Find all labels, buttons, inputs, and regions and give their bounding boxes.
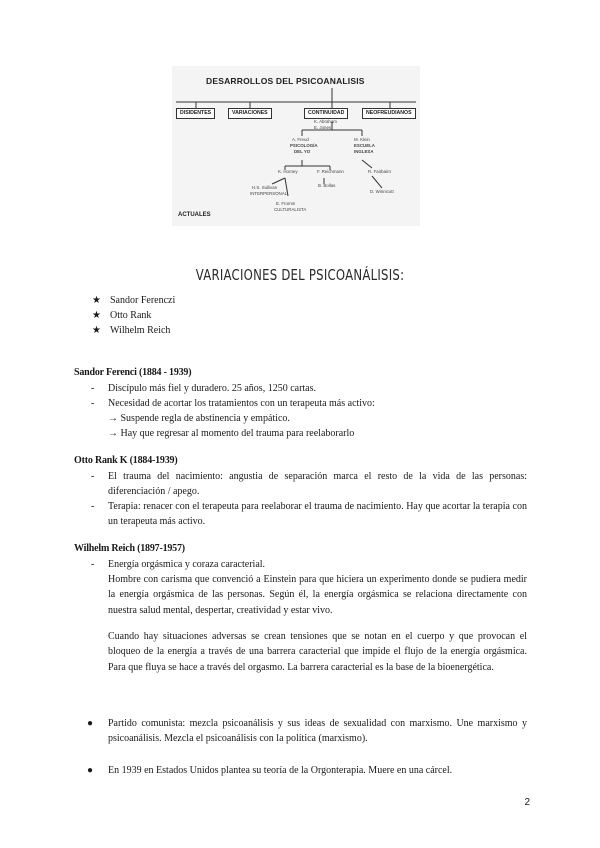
node-escuela: ESCUELA <box>354 143 375 148</box>
node-fromm: E. Fromm <box>276 201 296 206</box>
node-psicologia: PSICOLOGÍA <box>290 143 318 148</box>
node-fairbairn: R. Fairbairn <box>368 169 391 174</box>
dash-icon: - <box>91 471 95 482</box>
page-title: VARIACIONES DEL PSICOANÁLISIS: <box>195 266 405 284</box>
node-sullivan: H.S. Sullivan <box>252 185 278 190</box>
node-bollas: B. Bollas <box>318 183 336 188</box>
node-jones: E. Jones <box>314 125 332 130</box>
page-number: 2 <box>524 797 530 808</box>
box-neofreudianos: NEOFREUDIANOS <box>362 108 416 119</box>
ferenczi-arrow-line: → Suspende regla de abstinencia y empático. <box>108 413 290 424</box>
reich-heading: Wilhelm Reich (1897-1957) <box>74 543 185 554</box>
node-fromm-reichmann: F. Reichmann <box>317 169 344 174</box>
star-icon: ★ <box>92 325 101 336</box>
dash-icon: - <box>91 501 95 512</box>
list-item: ★ Sandor Ferenczi <box>92 295 176 306</box>
psychoanalysis-diagram <box>172 66 420 226</box>
dash-icon: - <box>91 383 95 394</box>
list-item: ★ Otto Rank <box>92 310 152 321</box>
node-freud: A. Freud <box>292 137 309 142</box>
node-winnicott: D. Winnicott <box>370 189 394 194</box>
bullet-item: ● Partido comunista: mezcla psicoanálisis y sus ideas de sexualidad con marxismo. Une marxismo y psicoanálisis. Mezcla el psicoanálisis con la política (marxismo). <box>87 718 527 745</box>
list-item: ★ Wilhelm Reich <box>92 325 171 336</box>
star-icon: ★ <box>92 295 101 306</box>
reich-item: - Energía orgásmica y coraza caracterial. <box>91 557 527 572</box>
diagram-title: DESARROLLOS DEL PSICOANALISIS <box>206 76 365 86</box>
dash-icon: - <box>91 398 95 409</box>
reich-paragraph-2: Cuando hay situaciones adversas se crean tensiones que se notan en el cuerpo y que provocan el bloqueo de la energía a través de una barrera caracterial que impide el flujo de la energía orgásmica. Para que fluya se hace a través del orgasmo. La barrera caracterial es la base de la bioenergética. <box>108 631 527 673</box>
diagram-actuales-label: ACTUALES <box>178 212 211 218</box>
ferenczi-item: - Necesidad de acortar los tratamientos con un terapeuta más activo: <box>91 396 527 411</box>
rank-item: - El trauma del nacimiento: angustia de separación marca el resto de la vida de las personas: diferenciación / apego. <box>91 471 527 498</box>
star-icon: ★ <box>92 310 101 321</box>
node-del-yo: DEL YO <box>294 149 311 154</box>
reich-paragraph-1: Hombre con carisma que convenció a Einstein para que hiciera un experimento donde se pudiera medir la energía orgásmica de las personas. Según él, la energía orgásmica se relaciona directamente con nuestra salud mental, despertar, creatividad y estar vivo. <box>108 574 527 616</box>
ferenczi-heading: Sandor Ferenci (1884 - 1939) <box>74 367 192 378</box>
box-disidentes: DISIDENTES <box>176 108 215 119</box>
variations-list <box>92 293 175 338</box>
rank-heading: Otto Rank K (1884-1939) <box>74 455 178 466</box>
node-inglesa: INGLESA <box>354 149 374 154</box>
bullet-icon: ● <box>87 765 94 776</box>
ferenczi-item: - Discípulo más fiel y duradero. 25 años, 1250 cartas. <box>91 381 527 396</box>
node-klein: M. Klein <box>354 137 370 142</box>
node-culturalista: CULTURALISTA <box>274 207 307 212</box>
node-abraham: K. Abraham <box>314 119 337 124</box>
ferenczi-arrow-line: → Hay que regresar al momento del trauma para reelaborarlo <box>108 428 355 439</box>
box-variaciones: VARIACIONES <box>228 108 272 119</box>
node-interpersonal: INTERPERSONAL <box>250 191 288 196</box>
dash-icon: - <box>91 559 95 570</box>
box-continuidad: CONTINUIDAD <box>304 108 348 119</box>
node-horney: K. Horney <box>278 169 298 174</box>
bullet-icon: ● <box>87 718 94 729</box>
rank-item: - Terapia: renacer con el terapeuta para reelaborar el trauma de nacimiento. Hay que acortar la terapia con un terapeuta más activo. <box>91 501 527 528</box>
bullet-item: ● En 1939 en Estados Unidos plantea su teoría de la Orgonterapia. Muere en una cárcel. <box>87 763 527 778</box>
